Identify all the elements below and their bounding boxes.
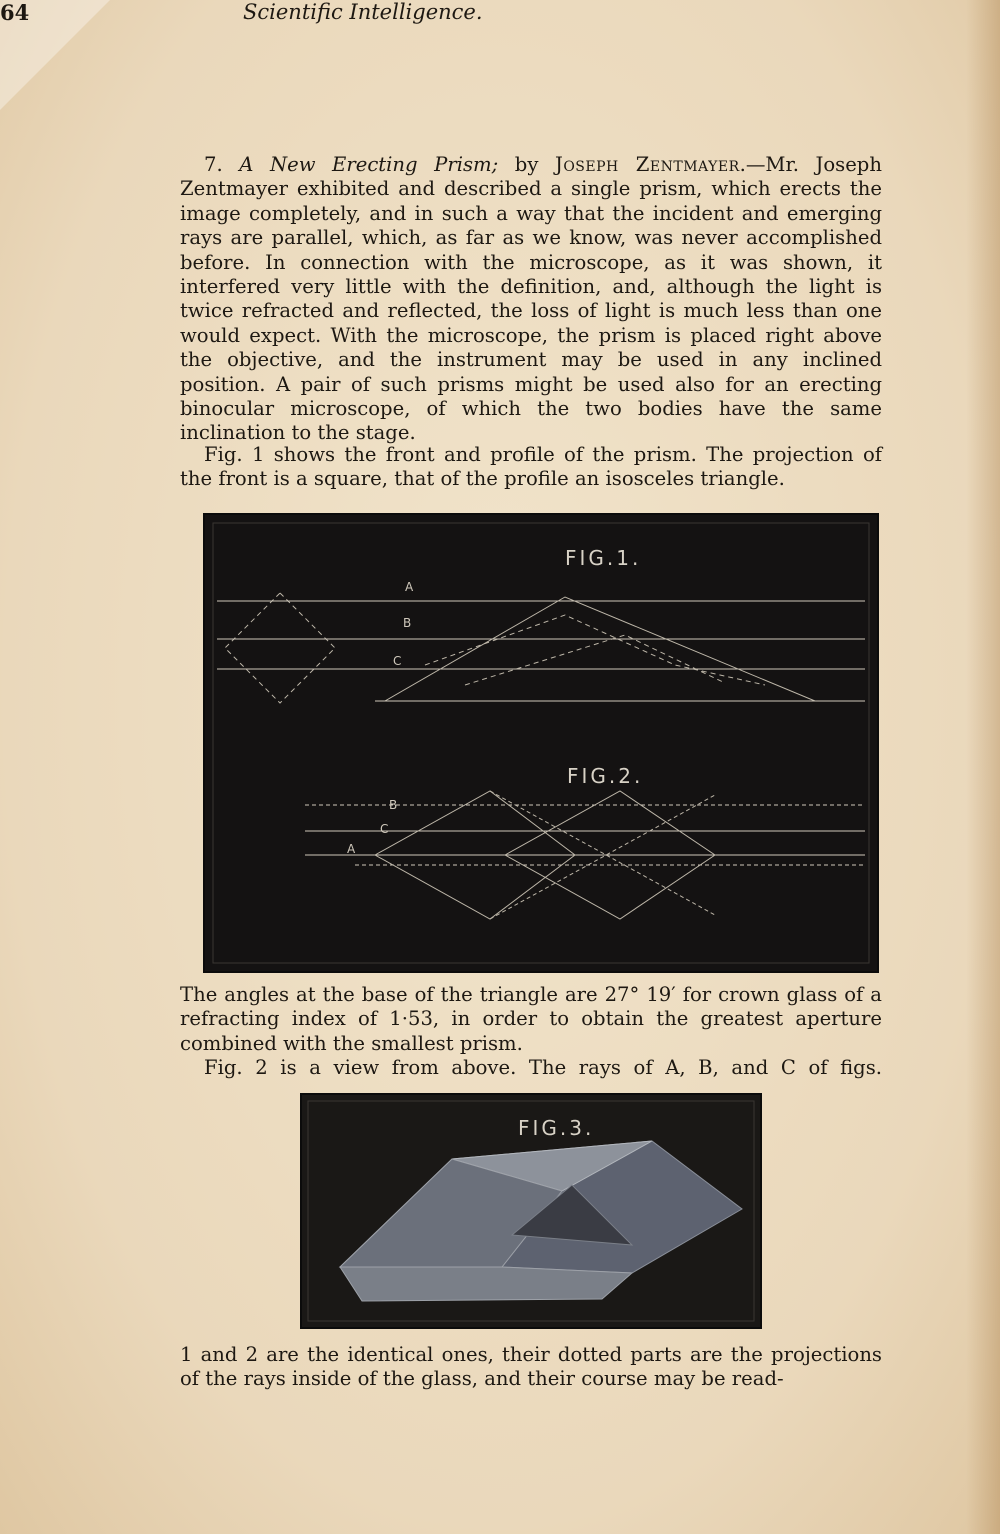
fig2-label: FIG.2. [567, 764, 644, 788]
paragraph-fig1-description: Fig. 1 shows the front and profile of the prism. The projection of the front is a square, that of the profile an isosceles triangle. [180, 443, 882, 491]
page-edge-shadow [966, 0, 1000, 1534]
fig1-profile-triangle [385, 597, 815, 701]
figure-inner-frame [213, 523, 869, 963]
paragraph-base-angles [180, 983, 882, 1081]
page-number: 64 [0, 0, 30, 25]
figure-3-panel [300, 1093, 762, 1329]
fig1-internal-path [425, 615, 765, 685]
fig2-label-a: A [347, 842, 356, 856]
figure-1-2-panel [203, 513, 879, 973]
paragraph-base-angles-text: The angles at the base of the triangle are 27° 19′ for crown glass of a refracting index of 1·53, in order to obtain the greatest aperture combined with the smallest prism. [180, 983, 882, 1055]
fig2-label-b: B [389, 798, 398, 812]
fig1-label-a: A [405, 580, 414, 594]
paragraph-intro-body: .—Mr. Joseph Zentmayer exhibited and described a single prism, which erects the image completely, and in such a way that the incident and emerging rays are parallel, which, as far as we know, was never accomplished before. In connection with the microscope, as it was shown, it interfered very little with the definition, and, although the light is twice refracted and reflected, the loss of light is much less than one would expect. With the microscope, the prism is placed right above the objective, and the instrument may be used in any inclined position. A pair of such prisms might be used also for an erecting binocular microscope, of which the two bodies have the same inclination to the stage. [180, 153, 882, 445]
article-author: Joseph Zentmayer [554, 153, 740, 176]
article-number: 7. [204, 153, 223, 176]
paragraph-fig2-intro: Fig. 2 is a view from above. The rays of A, B, and C of figs. [204, 1056, 882, 1080]
figure-3-drawing [302, 1095, 760, 1327]
running-title: Scientific Intelligence. [243, 0, 483, 24]
fig1-label-c: C [393, 654, 402, 668]
fig1-label-b: B [403, 616, 412, 630]
fig2-diagonal-2 [490, 795, 715, 919]
fig3-label: FIG.3. [518, 1116, 595, 1140]
fig2-diagonal-1 [490, 791, 715, 915]
byline-by: by [514, 153, 539, 176]
fig1-label: FIG.1. [565, 546, 642, 570]
article-title: A New Erecting Prism; [239, 153, 499, 176]
fig3-prism-front-face [340, 1267, 632, 1301]
paragraph-intro [180, 153, 882, 446]
fig1-front-square [225, 593, 335, 703]
fig2-label-c: C [380, 822, 389, 836]
figure-1-2-drawing [205, 515, 877, 971]
paragraph-rays-explanation: 1 and 2 are the identical ones, their dotted parts are the projections of the rays inside of the glass, and their course may be read- [180, 1343, 882, 1391]
fig1-internal-path-2 [465, 635, 725, 685]
